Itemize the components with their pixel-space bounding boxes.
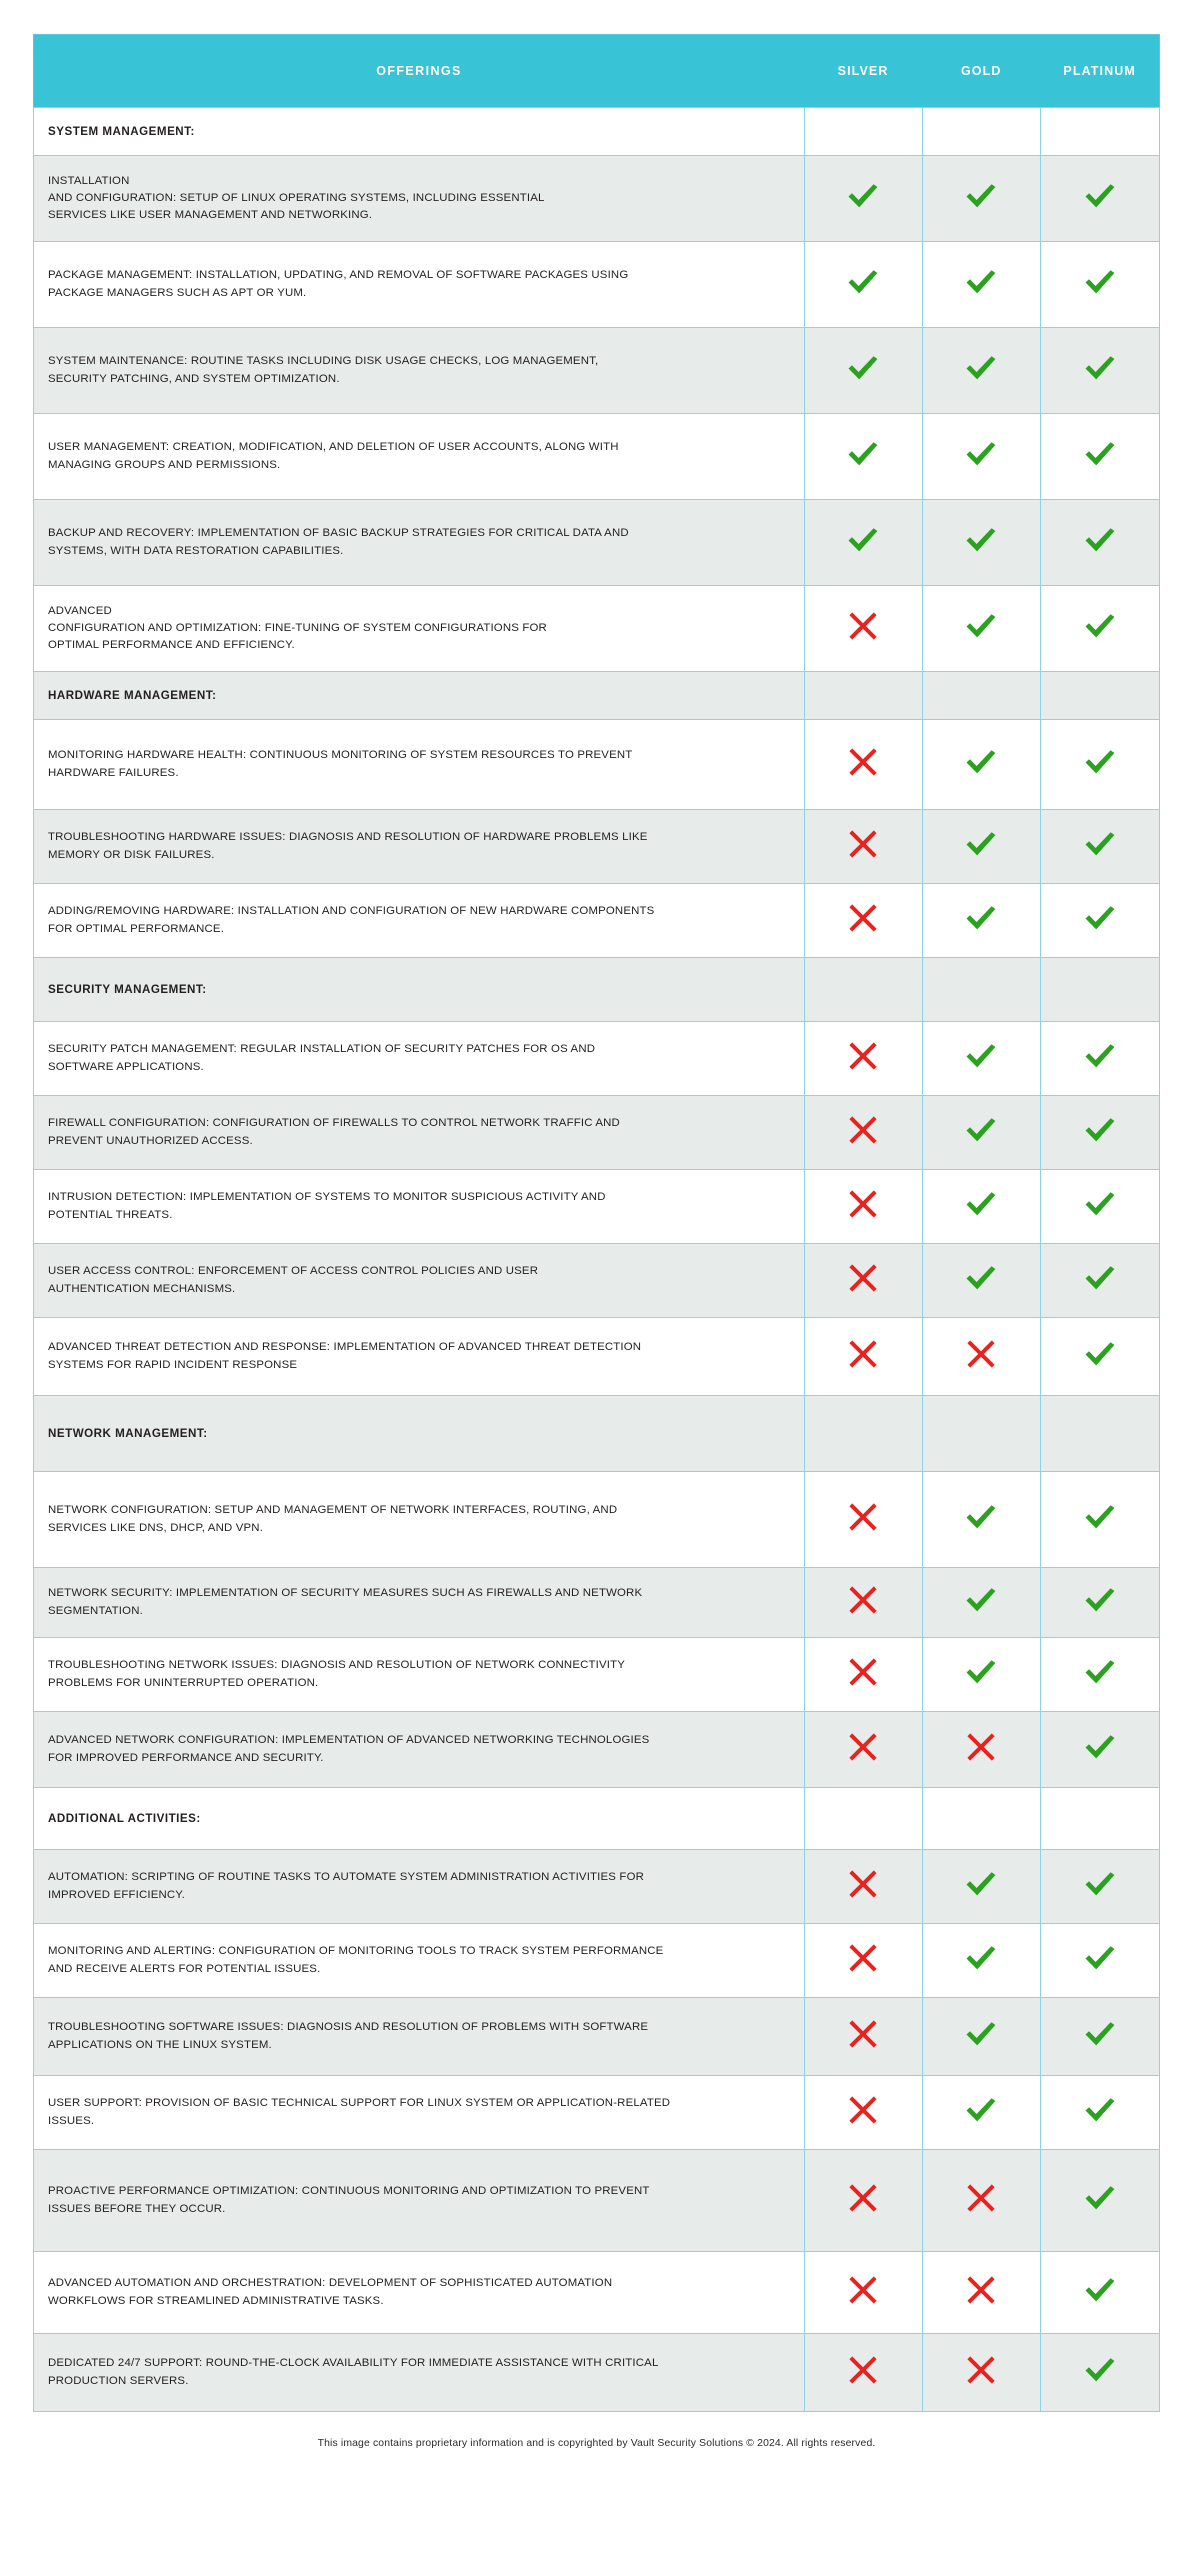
check-mark-icon xyxy=(1083,1502,1117,1532)
check-mark-icon-silver xyxy=(804,156,922,242)
cross-mark-icon-silver xyxy=(804,1318,922,1396)
column-header-offerings: OFFERINGS xyxy=(34,35,805,108)
check-mark-icon xyxy=(964,2019,998,2049)
check-mark-icon xyxy=(1083,2355,1117,2385)
check-mark-icon xyxy=(964,903,998,933)
table-row xyxy=(34,586,1160,672)
section-title: ADDITIONAL ACTIVITIES: xyxy=(34,1788,805,1850)
section-header-row xyxy=(34,108,1160,156)
cross-mark-icon-silver xyxy=(804,1022,922,1096)
check-mark-icon xyxy=(964,525,998,555)
offering-description: USER SUPPORT: PROVISION OF BASIC TECHNICAL SUPPORT FOR LINUX SYSTEM OR APPLICATION-RELATED ISSUES. xyxy=(34,2076,805,2150)
cross-mark-icon-gold xyxy=(922,1712,1040,1788)
table-row xyxy=(34,2252,1160,2334)
check-mark-icon xyxy=(964,1502,998,1532)
offering-description: AUTOMATION: SCRIPTING OF ROUTINE TASKS TO AUTOMATE SYSTEM ADMINISTRATION ACTIVITIES FOR IMPROVED EFFICIENCY. xyxy=(34,1850,805,1924)
offering-description: USER MANAGEMENT: CREATION, MODIFICATION, AND DELETION OF USER ACCOUNTS, ALONG WITH MANAGING GROUPS AND PERMISSIONS. xyxy=(34,414,805,500)
cross-mark-icon xyxy=(848,1339,878,1369)
cross-mark-icon-silver xyxy=(804,2076,922,2150)
table-row xyxy=(34,884,1160,958)
check-mark-icon-platinum xyxy=(1040,1850,1159,1924)
check-mark-icon-silver xyxy=(804,328,922,414)
cross-mark-icon-gold xyxy=(922,2150,1040,2252)
check-mark-icon-silver xyxy=(804,500,922,586)
check-mark-icon-gold xyxy=(922,1096,1040,1170)
cross-mark-icon-silver xyxy=(804,884,922,958)
offering-description: SECURITY PATCH MANAGEMENT: REGULAR INSTALLATION OF SECURITY PATCHES FOR OS AND SOFTWARE APPLICATIONS. xyxy=(34,1022,805,1096)
cross-mark-icon xyxy=(848,2095,878,2125)
check-mark-icon xyxy=(964,1657,998,1687)
offering-description: TROUBLESHOOTING HARDWARE ISSUES: DIAGNOSIS AND RESOLUTION OF HARDWARE PROBLEMS LIKE MEMORY OR DISK FAILURES. xyxy=(34,810,805,884)
offering-description: SYSTEM MAINTENANCE: ROUTINE TASKS INCLUDING DISK USAGE CHECKS, LOG MANAGEMENT, SECURITY PATCHING, AND SYSTEM OPTIMIZATION. xyxy=(34,328,805,414)
check-mark-icon-gold xyxy=(922,810,1040,884)
offering-description: USER ACCESS CONTROL: ENFORCEMENT OF ACCESS CONTROL POLICIES AND USER AUTHENTICATION MECHANISMS. xyxy=(34,1244,805,1318)
cross-mark-icon xyxy=(848,2019,878,2049)
empty-cell-platinum xyxy=(1040,1396,1159,1472)
empty-cell-gold xyxy=(922,1396,1040,1472)
check-mark-icon xyxy=(964,611,998,641)
offering-description: BACKUP AND RECOVERY: IMPLEMENTATION OF BASIC BACKUP STRATEGIES FOR CRITICAL DATA AND SYSTEMS, WITH DATA RESTORATION CAPABILITIES. xyxy=(34,500,805,586)
check-mark-icon xyxy=(846,181,880,211)
check-mark-icon xyxy=(964,1189,998,1219)
table-row xyxy=(34,156,1160,242)
check-mark-icon xyxy=(1083,2019,1117,2049)
cross-mark-icon-silver xyxy=(804,1170,922,1244)
check-mark-icon xyxy=(964,1041,998,1071)
check-mark-icon xyxy=(1083,829,1117,859)
check-mark-icon xyxy=(846,525,880,555)
cross-mark-icon xyxy=(966,1732,996,1762)
empty-cell-silver xyxy=(804,1396,922,1472)
check-mark-icon-gold xyxy=(922,1170,1040,1244)
table-row xyxy=(34,1638,1160,1712)
empty-cell-silver xyxy=(804,1788,922,1850)
empty-cell-gold xyxy=(922,1788,1040,1850)
check-mark-icon-platinum xyxy=(1040,328,1159,414)
offering-description: TROUBLESHOOTING SOFTWARE ISSUES: DIAGNOSIS AND RESOLUTION OF PROBLEMS WITH SOFTWARE APPLICATIONS ON THE LINUX SYSTEM. xyxy=(34,1998,805,2076)
check-mark-icon-platinum xyxy=(1040,500,1159,586)
offering-description: NETWORK CONFIGURATION: SETUP AND MANAGEMENT OF NETWORK INTERFACES, ROUTING, AND SERVICES LIKE DNS, DHCP, AND VPN. xyxy=(34,1472,805,1568)
table-row xyxy=(34,720,1160,810)
check-mark-icon xyxy=(964,439,998,469)
check-mark-icon xyxy=(1083,1189,1117,1219)
cross-mark-icon-silver xyxy=(804,1638,922,1712)
service-tier-comparison-table xyxy=(33,34,1160,2412)
cross-mark-icon-silver xyxy=(804,1998,922,2076)
check-mark-icon xyxy=(964,1869,998,1899)
check-mark-icon-gold xyxy=(922,1472,1040,1568)
cross-mark-icon-gold xyxy=(922,2334,1040,2412)
offering-description: MONITORING HARDWARE HEALTH: CONTINUOUS MONITORING OF SYSTEM RESOURCES TO PREVENT HARDWARE FAILURES. xyxy=(34,720,805,810)
check-mark-icon-platinum xyxy=(1040,1318,1159,1396)
check-mark-icon-gold xyxy=(922,586,1040,672)
check-mark-icon xyxy=(1083,1339,1117,1369)
offering-description: NETWORK SECURITY: IMPLEMENTATION OF SECURITY MEASURES SUCH AS FIREWALLS AND NETWORK SEGMENTATION. xyxy=(34,1568,805,1638)
cross-mark-icon-silver xyxy=(804,1244,922,1318)
check-mark-icon-platinum xyxy=(1040,1924,1159,1998)
cross-mark-icon-silver xyxy=(804,1568,922,1638)
cross-mark-icon xyxy=(848,1189,878,1219)
check-mark-icon xyxy=(846,353,880,383)
check-mark-icon-gold xyxy=(922,2076,1040,2150)
cross-mark-icon xyxy=(848,2355,878,2385)
table-row xyxy=(34,1850,1160,1924)
check-mark-icon xyxy=(1083,1041,1117,1071)
check-mark-icon xyxy=(1083,1585,1117,1615)
table-row xyxy=(34,1712,1160,1788)
table-row xyxy=(34,1998,1160,2076)
check-mark-icon-gold xyxy=(922,242,1040,328)
cross-mark-icon xyxy=(848,1263,878,1293)
table-row xyxy=(34,1244,1160,1318)
check-mark-icon-gold xyxy=(922,1022,1040,1096)
check-mark-icon xyxy=(846,439,880,469)
section-title: HARDWARE MANAGEMENT: xyxy=(34,672,805,720)
cross-mark-icon xyxy=(848,1041,878,1071)
check-mark-icon xyxy=(1083,2275,1117,2305)
section-header-row xyxy=(34,958,1160,1022)
empty-cell-platinum xyxy=(1040,108,1159,156)
section-header-row xyxy=(34,672,1160,720)
cross-mark-icon xyxy=(966,2355,996,2385)
cross-mark-icon-silver xyxy=(804,586,922,672)
check-mark-icon xyxy=(964,267,998,297)
cross-mark-icon xyxy=(966,2275,996,2305)
empty-cell-silver xyxy=(804,958,922,1022)
check-mark-icon xyxy=(964,747,998,777)
cross-mark-icon xyxy=(848,747,878,777)
cross-mark-icon xyxy=(848,1585,878,1615)
cross-mark-icon xyxy=(848,1943,878,1973)
table-row xyxy=(34,242,1160,328)
section-header-row xyxy=(34,1396,1160,1472)
check-mark-icon-platinum xyxy=(1040,414,1159,500)
column-header-gold: GOLD xyxy=(922,35,1040,108)
section-title: SECURITY MANAGEMENT: xyxy=(34,958,805,1022)
check-mark-icon xyxy=(964,353,998,383)
offering-description: INSTALLATION AND CONFIGURATION: SETUP OF LINUX OPERATING SYSTEMS, INCLUDING ESSENTIAL SERVICES LIKE USER MANAGEMENT AND NETWORKING. xyxy=(34,156,805,242)
column-header-silver: SILVER xyxy=(804,35,922,108)
check-mark-icon-platinum xyxy=(1040,884,1159,958)
check-mark-icon-gold xyxy=(922,1244,1040,1318)
check-mark-icon xyxy=(1083,903,1117,933)
cross-mark-icon-silver xyxy=(804,810,922,884)
cross-mark-icon xyxy=(966,2183,996,2213)
empty-cell-platinum xyxy=(1040,672,1159,720)
offering-description: FIREWALL CONFIGURATION: CONFIGURATION OF FIREWALLS TO CONTROL NETWORK TRAFFIC AND PREVENT UNAUTHORIZED ACCESS. xyxy=(34,1096,805,1170)
cross-mark-icon-silver xyxy=(804,1850,922,1924)
check-mark-icon-silver xyxy=(804,242,922,328)
check-mark-icon-gold xyxy=(922,1998,1040,2076)
check-mark-icon-platinum xyxy=(1040,1472,1159,1568)
check-mark-icon-gold xyxy=(922,1638,1040,1712)
table-row xyxy=(34,2150,1160,2252)
column-header-platinum: PLATINUM xyxy=(1040,35,1159,108)
check-mark-icon xyxy=(1083,2183,1117,2213)
copyright-notice: This image contains proprietary information and is copyrighted by Vault Security Solutions © 2024. All rights reserved. xyxy=(317,2438,876,2449)
section-title: SYSTEM MANAGEMENT: xyxy=(34,108,805,156)
check-mark-icon xyxy=(1083,1657,1117,1687)
check-mark-icon-platinum xyxy=(1040,1712,1159,1788)
cross-mark-icon-silver xyxy=(804,2334,922,2412)
cross-mark-icon xyxy=(848,1502,878,1532)
table-row xyxy=(34,1924,1160,1998)
cross-mark-icon xyxy=(848,1657,878,1687)
check-mark-icon xyxy=(1083,1943,1117,1973)
cross-mark-icon-silver xyxy=(804,1924,922,1998)
cross-mark-icon-silver xyxy=(804,1096,922,1170)
table-header xyxy=(34,35,1160,108)
check-mark-icon xyxy=(1083,353,1117,383)
check-mark-icon-gold xyxy=(922,500,1040,586)
offering-description: INTRUSION DETECTION: IMPLEMENTATION OF SYSTEMS TO MONITOR SUSPICIOUS ACTIVITY AND POTENTIAL THREATS. xyxy=(34,1170,805,1244)
offering-description: MONITORING AND ALERTING: CONFIGURATION OF MONITORING TOOLS TO TRACK SYSTEM PERFORMANCE AND RECEIVE ALERTS FOR POTENTIAL ISSUES. xyxy=(34,1924,805,1998)
cross-mark-icon-silver xyxy=(804,1712,922,1788)
check-mark-icon-platinum xyxy=(1040,586,1159,672)
cross-mark-icon-silver xyxy=(804,2252,922,2334)
offering-description: TROUBLESHOOTING NETWORK ISSUES: DIAGNOSIS AND RESOLUTION OF NETWORK CONNECTIVITY PROBLEMS FOR UNINTERRUPTED OPERATION. xyxy=(34,1638,805,1712)
section-title: NETWORK MANAGEMENT: xyxy=(34,1396,805,1472)
check-mark-icon xyxy=(1083,747,1117,777)
offering-description: ADVANCED CONFIGURATION AND OPTIMIZATION: FINE-TUNING OF SYSTEM CONFIGURATIONS FOR OPTIMAL PERFORMANCE AND EFFICIENCY. xyxy=(34,586,805,672)
check-mark-icon-platinum xyxy=(1040,1998,1159,2076)
check-mark-icon-gold xyxy=(922,328,1040,414)
cross-mark-icon xyxy=(848,611,878,641)
check-mark-icon xyxy=(1083,267,1117,297)
check-mark-icon xyxy=(964,1115,998,1145)
empty-cell-platinum xyxy=(1040,1788,1159,1850)
check-mark-icon xyxy=(1083,525,1117,555)
check-mark-icon xyxy=(964,2095,998,2125)
check-mark-icon xyxy=(1083,1869,1117,1899)
table-row xyxy=(34,1096,1160,1170)
check-mark-icon xyxy=(964,829,998,859)
cross-mark-icon xyxy=(848,829,878,859)
check-mark-icon-gold xyxy=(922,1568,1040,1638)
table-row xyxy=(34,2076,1160,2150)
table-header-row xyxy=(34,35,1160,108)
check-mark-icon-platinum xyxy=(1040,1170,1159,1244)
cross-mark-icon xyxy=(848,2275,878,2305)
cross-mark-icon xyxy=(848,1732,878,1762)
table-row xyxy=(34,1170,1160,1244)
table-row xyxy=(34,500,1160,586)
check-mark-icon-platinum xyxy=(1040,1022,1159,1096)
check-mark-icon xyxy=(1083,1732,1117,1762)
cross-mark-icon xyxy=(966,1339,996,1369)
table-row xyxy=(34,1318,1160,1396)
cross-mark-icon xyxy=(848,2183,878,2213)
cross-mark-icon xyxy=(848,1869,878,1899)
table-row xyxy=(34,414,1160,500)
check-mark-icon-gold xyxy=(922,1924,1040,1998)
check-mark-icon-gold xyxy=(922,156,1040,242)
table-row xyxy=(34,2334,1160,2412)
table-row xyxy=(34,1022,1160,1096)
check-mark-icon-gold xyxy=(922,414,1040,500)
empty-cell-silver xyxy=(804,108,922,156)
empty-cell-platinum xyxy=(1040,958,1159,1022)
check-mark-icon-platinum xyxy=(1040,1638,1159,1712)
table-row xyxy=(34,1472,1160,1568)
check-mark-icon-platinum xyxy=(1040,2150,1159,2252)
table-body xyxy=(34,108,1160,2412)
check-mark-icon-gold xyxy=(922,884,1040,958)
offering-description: ADDING/REMOVING HARDWARE: INSTALLATION AND CONFIGURATION OF NEW HARDWARE COMPONENTS FOR OPTIMAL PERFORMANCE. xyxy=(34,884,805,958)
check-mark-icon xyxy=(964,1263,998,1293)
cross-mark-icon-silver xyxy=(804,720,922,810)
offering-description: PACKAGE MANAGEMENT: INSTALLATION, UPDATING, AND REMOVAL OF SOFTWARE PACKAGES USING PACKAGE MANAGERS SUCH AS APT OR YUM. xyxy=(34,242,805,328)
empty-cell-gold xyxy=(922,672,1040,720)
offering-description: PROACTIVE PERFORMANCE OPTIMIZATION: CONTINUOUS MONITORING AND OPTIMIZATION TO PREVENT ISSUES BEFORE THEY OCCUR. xyxy=(34,2150,805,2252)
cross-mark-icon-gold xyxy=(922,2252,1040,2334)
check-mark-icon-platinum xyxy=(1040,2252,1159,2334)
offering-description: ADVANCED AUTOMATION AND ORCHESTRATION: DEVELOPMENT OF SOPHISTICATED AUTOMATION WORKFLOWS FOR STREAMLINED ADMINISTRATIVE TASKS. xyxy=(34,2252,805,2334)
check-mark-icon-platinum xyxy=(1040,2076,1159,2150)
check-mark-icon xyxy=(1083,439,1117,469)
check-mark-icon-platinum xyxy=(1040,1568,1159,1638)
table-row xyxy=(34,328,1160,414)
check-mark-icon-platinum xyxy=(1040,1244,1159,1318)
check-mark-icon xyxy=(1083,181,1117,211)
section-header-row xyxy=(34,1788,1160,1850)
check-mark-icon-platinum xyxy=(1040,2334,1159,2412)
check-mark-icon-platinum xyxy=(1040,720,1159,810)
cross-mark-icon xyxy=(848,903,878,933)
empty-cell-gold xyxy=(922,958,1040,1022)
check-mark-icon xyxy=(964,1943,998,1973)
cross-mark-icon-silver xyxy=(804,2150,922,2252)
check-mark-icon xyxy=(846,267,880,297)
check-mark-icon-gold xyxy=(922,720,1040,810)
cross-mark-icon-silver xyxy=(804,1472,922,1568)
offering-description: DEDICATED 24/7 SUPPORT: ROUND-THE-CLOCK AVAILABILITY FOR IMMEDIATE ASSISTANCE WITH CRITICAL PRODUCTION SERVERS. xyxy=(34,2334,805,2412)
check-mark-icon-platinum xyxy=(1040,242,1159,328)
check-mark-icon-platinum xyxy=(1040,156,1159,242)
check-mark-icon xyxy=(1083,1263,1117,1293)
cross-mark-icon xyxy=(848,1115,878,1145)
empty-cell-gold xyxy=(922,108,1040,156)
cross-mark-icon-gold xyxy=(922,1318,1040,1396)
check-mark-icon-platinum xyxy=(1040,1096,1159,1170)
check-mark-icon xyxy=(964,1585,998,1615)
check-mark-icon xyxy=(964,181,998,211)
offering-description: ADVANCED THREAT DETECTION AND RESPONSE: IMPLEMENTATION OF ADVANCED THREAT DETECTION SYSTEMS FOR RAPID INCIDENT RESPONSE xyxy=(34,1318,805,1396)
empty-cell-silver xyxy=(804,672,922,720)
check-mark-icon xyxy=(1083,1115,1117,1145)
check-mark-icon-gold xyxy=(922,1850,1040,1924)
check-mark-icon xyxy=(1083,611,1117,641)
check-mark-icon-silver xyxy=(804,414,922,500)
check-mark-icon-platinum xyxy=(1040,810,1159,884)
check-mark-icon xyxy=(1083,2095,1117,2125)
table-row xyxy=(34,810,1160,884)
offering-description: ADVANCED NETWORK CONFIGURATION: IMPLEMENTATION OF ADVANCED NETWORKING TECHNOLOGIES FOR IMPROVED PERFORMANCE AND SECURITY. xyxy=(34,1712,805,1788)
table-row xyxy=(34,1568,1160,1638)
